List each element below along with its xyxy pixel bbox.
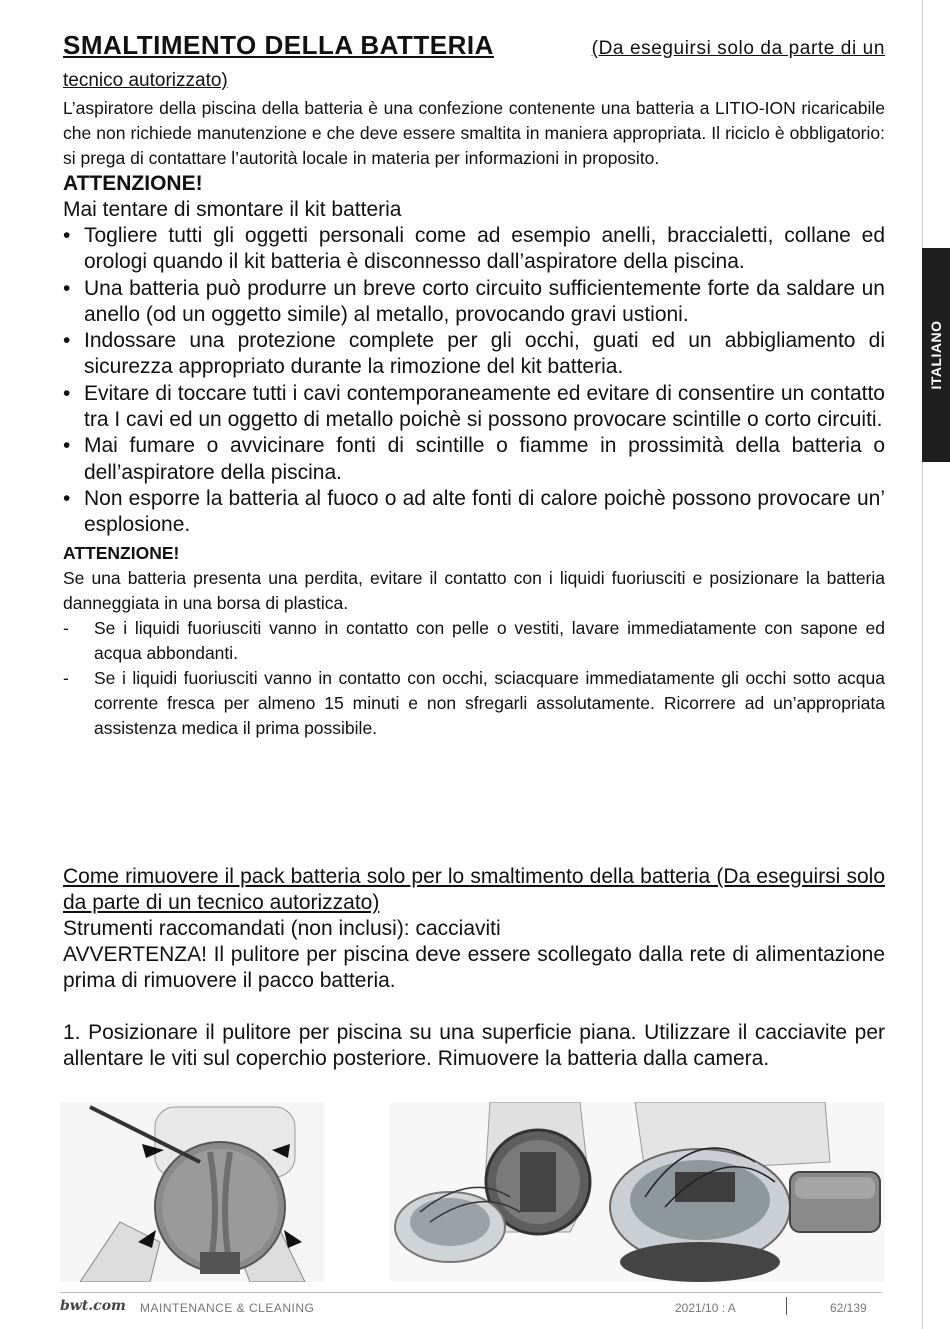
footer-divider <box>786 1297 787 1315</box>
footer-revision: 2021/10 : A <box>675 1301 736 1315</box>
brand-logo: bwt.com <box>60 1298 126 1314</box>
page-number: 62/139 <box>830 1301 867 1315</box>
list-item: • Evitare di toccare tutti i cavi contemporaneamente ed evitare di consentire un contatto tra I cavi ed un oggetto di metallo poichè si possono provocare scintille o corto circuiti. <box>63 381 885 434</box>
intro-paragraph: L’aspiratore della piscina della batteria è una confezione contenente una batteria a LITIO-ION ricaricabile che non richiede manutenzione e che deve essere smaltita in maniera appropriata. Il riciclo è obbligatorio: si prega di contattare l’autorità locale in materia per informazioni in proposito. <box>63 98 885 168</box>
step-1-text: 1. Posizionare il pulitore per piscina su una superficie piana. Utilizzare il cacciavite per allentare le viti sul coperchio posteriore. Rimuovere la batteria dalla camera. <box>63 1021 885 1070</box>
list-item: • Indossare una protezione complete per gli occhi, guati ed un abbigliamento di sicurezza appropriato durante la rimozione del kit batteria. <box>63 328 885 381</box>
page-footer <box>60 1292 882 1321</box>
removal-title: Come rimuovere il pack batteria solo per lo smaltimento della batteria (Da eseguirsi solo da parte di un tecnico autorizzato) <box>63 865 885 914</box>
margin-line <box>922 0 923 1329</box>
leak-dash-list <box>63 616 885 741</box>
photo-battery-removed <box>605 1102 885 1282</box>
language-tab <box>922 248 950 462</box>
safety-bullet-list <box>63 223 885 539</box>
leak-warning-heading: ATTENZIONE! <box>63 542 180 563</box>
list-item: • Togliere tutti gli oggetti personali come ad esempio anelli, braccialetti, collane ed orologi quando il kit batteria è disconnesso dall’aspiratore della piscina. <box>63 223 885 276</box>
warning-heading: ATTENZIONE! <box>63 172 203 195</box>
list-item: • Non esporre la batteria al fuoco o ad alte fonti di calore poichè possono provocare un’ esplosione. <box>63 486 885 539</box>
leak-warning-text: Se una batteria presenta una perdita, evitare il contatto con i liquidi fuoriusciti e posizionare la batteria danneggiata in una borsa di plastica. <box>63 567 885 613</box>
photo-open-chamber <box>390 1102 605 1282</box>
avvertenza-text: AVVERTENZA! Il pulitore per piscina deve essere scollegato dalla rete di alimentazione prima di rimuovere il pacco batteria. <box>63 943 885 992</box>
language-tab-label: ITALIANO <box>928 320 944 390</box>
removal-section <box>63 864 885 1072</box>
footer-section-name: MAINTENANCE & CLEANING <box>140 1301 315 1315</box>
page-title: SMALTIMENTO DELLA BATTERIA <box>63 30 494 60</box>
tools-text: Strumenti raccomandati (non inclusi): cacciaviti <box>63 917 501 940</box>
list-item: - Se i liquidi fuoriusciti vanno in contatto con occhi, sciacquare immediatamente gli occhi sotto acqua corrente fresca per almeno 15 minuti e non sfregarli assolutamente. Ricorrere ad un’appropriata assistenza medica il prima possibile. <box>63 666 885 741</box>
title-line <box>63 30 885 61</box>
list-item: • Una batteria può produrre un breve corto circuito sufficientemente forte da saldare un anello (od un oggetto simile) al metallo, provocando gravi ustioni. <box>63 276 885 329</box>
warning-text: Mai tentare di smontare il kit batteria <box>63 198 402 221</box>
title-note: (Da eseguirsi solo da parte di un <box>591 38 885 59</box>
list-item: • Mai fumare o avvicinare fonti di scintille o fiamme in prossimità della batteria o dell’aspiratore della piscina. <box>63 433 885 486</box>
photo-screwdriver-cover <box>60 1102 325 1282</box>
battery-disposal-section <box>63 96 885 741</box>
list-item: - Se i liquidi fuoriusciti vanno in contatto con pelle o vestiti, lavare immediatamente con sapone ed acqua abbondanti. <box>63 616 885 666</box>
title-note-continued: tecnico autorizzato) <box>63 70 228 91</box>
step-photos <box>60 1102 885 1282</box>
